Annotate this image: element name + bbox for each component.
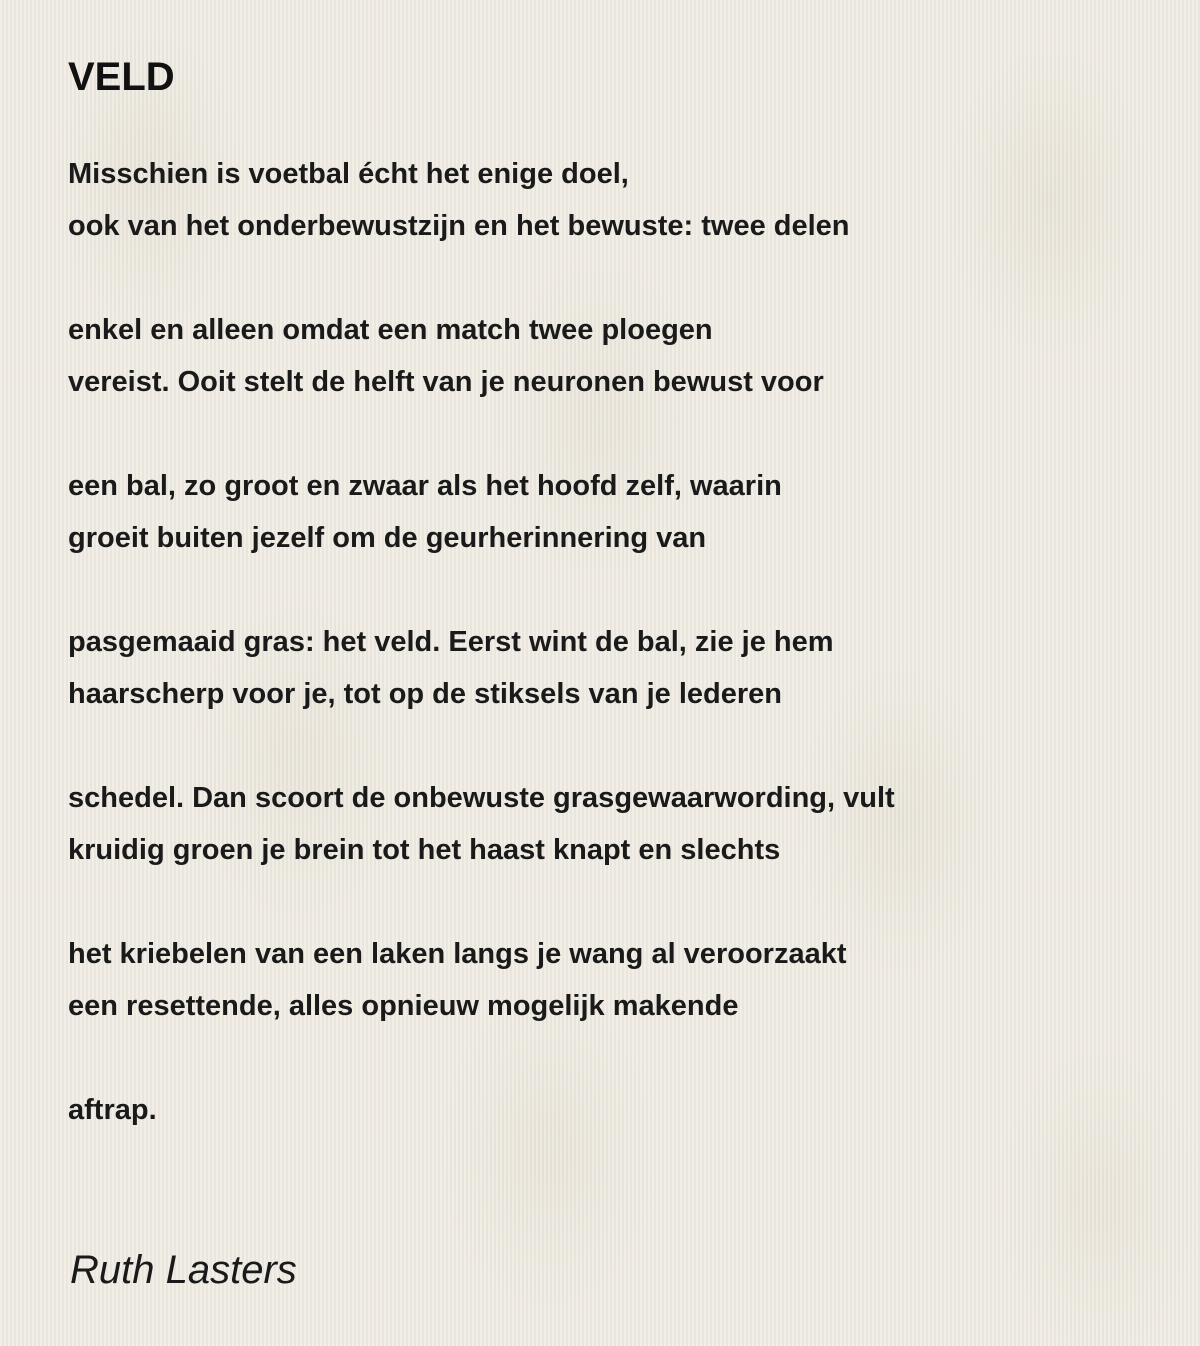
- poem-line: vereist. Ooit stelt de helft van je neuronen bewust voor: [68, 366, 824, 398]
- poem-line: Misschien is voetbal écht het enige doel,: [68, 158, 629, 190]
- stanza-6: [68, 928, 1148, 1032]
- stanza-3: [68, 460, 1148, 564]
- poem-line: het kriebelen van een laken langs je wang al veroorzaakt: [68, 938, 847, 970]
- poem-line: een resettende, alles opnieuw mogelijk makende: [68, 990, 739, 1022]
- poem-line: kruidig groen je brein tot het haast knapt en slechts: [68, 834, 781, 866]
- stanza-5: [68, 772, 1148, 876]
- poem-author: Ruth Lasters: [70, 1248, 297, 1292]
- stanza-1: [68, 148, 1148, 252]
- poem-container: [68, 52, 1148, 1136]
- poem-line: groeit buiten jezelf om de geurherinnering van: [68, 522, 707, 554]
- poem-line: enkel en alleen omdat een match twee ploegen: [68, 314, 713, 346]
- poem-line: aftrap.: [68, 1094, 157, 1126]
- poem-body: [68, 148, 1148, 1136]
- poem-line: schedel. Dan scoort de onbewuste grasgewaarwording, vult: [68, 782, 895, 814]
- stanza-2: [68, 304, 1148, 408]
- stanza-4: [68, 616, 1148, 720]
- poem-title: VELD: [68, 55, 175, 99]
- poem-line: een bal, zo groot en zwaar als het hoofd zelf, waarin: [68, 470, 782, 502]
- poem-line: pasgemaaid gras: het veld. Eerst wint de bal, zie je hem: [68, 626, 834, 658]
- poem-line: haarscherp voor je, tot op de stiksels van je lederen: [68, 678, 782, 710]
- stanza-7: [68, 1084, 1148, 1136]
- poem-line: ook van het onderbewustzijn en het bewuste: twee delen: [68, 210, 850, 242]
